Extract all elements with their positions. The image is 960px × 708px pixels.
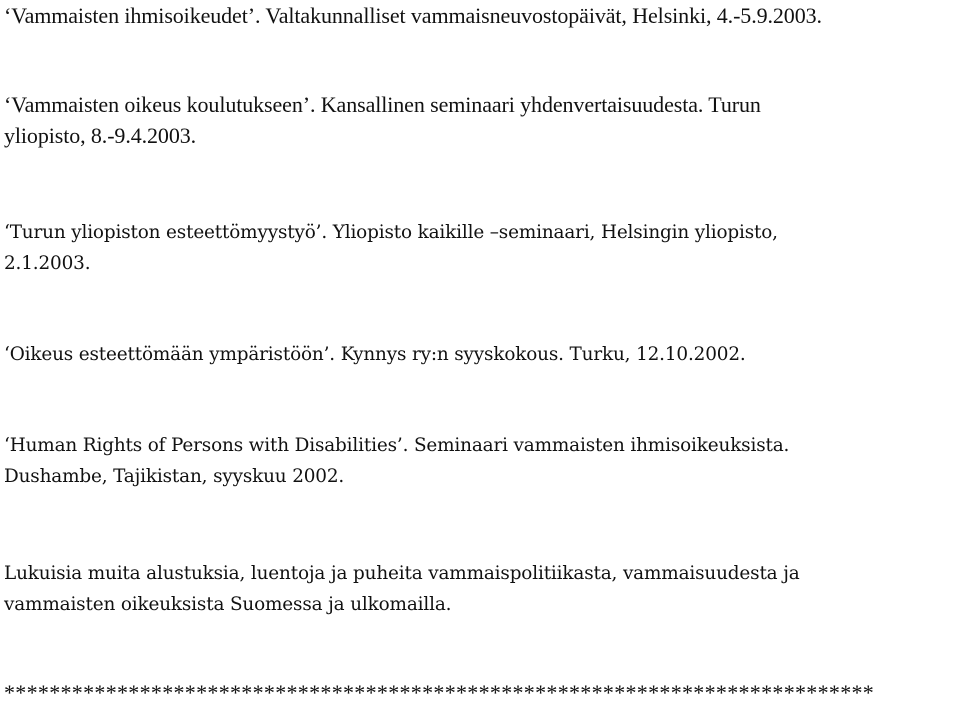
entry-line: Dushambe, Tajikistan, syyskuu 2002.	[4, 466, 345, 487]
entry-line: 2.1.2003.	[4, 253, 91, 274]
entry-line: ‘Oikeus esteettömään ympäristöön’. Kynnys ry:n syyskokous. Turku, 12.10.2002.	[4, 344, 746, 365]
lecture-entry-other-talks	[4, 558, 800, 620]
lecture-entry-dushambe-2002	[4, 430, 789, 492]
entry-line: vammaisten oikeuksista Suomessa ja ulkomailla.	[4, 594, 452, 615]
entry-line: ‘Vammaisten ihmisoikeudet’. Valtakunnalliset vammaisneuvostopäivät, Helsinki, 4.-5.9.2003.	[4, 3, 822, 28]
entry-line: ‘Vammaisten oikeus koulutukseen’. Kansallinen seminaari yhdenvertaisuudesta. Turun	[4, 92, 761, 117]
entry-line: yliopisto, 8.-9.4.2003.	[4, 123, 197, 148]
lecture-entry-right-to-education-2003	[4, 89, 761, 151]
lecture-entry-accessible-environment-2002	[4, 339, 746, 370]
entry-line: Lukuisia muita alustuksia, luentoja ja puheita vammaispolitiikasta, vammaisuudesta ja	[4, 563, 800, 584]
lecture-entry-accessibility-work-2003	[4, 217, 778, 279]
lecture-entry-human-rights-2003	[4, 0, 822, 31]
asterisk-separator: *****************************************************************************	[4, 680, 875, 705]
entry-line: ‘Turun yliopiston esteettömyystyö’. Yliopisto kaikille –seminaari, Helsingin yliopisto,	[4, 222, 778, 243]
entry-line: ‘Human Rights of Persons with Disabilities’. Seminaari vammaisten ihmisoikeuksista.	[4, 435, 790, 456]
